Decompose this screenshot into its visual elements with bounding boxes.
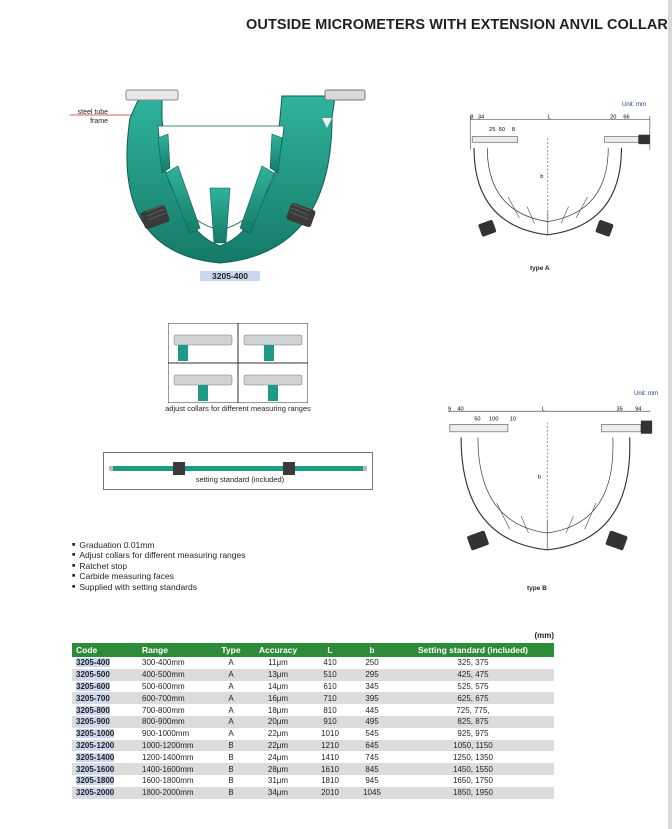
cell-accuracy: 16μm bbox=[248, 692, 308, 704]
adjust-collars-photos bbox=[168, 323, 308, 403]
code-text: 3205-700 bbox=[76, 693, 110, 703]
typeA-dim-b: b bbox=[540, 174, 544, 181]
setting-standard-caption: setting standard (included) bbox=[195, 475, 285, 484]
cell-setting-standard: 725, 775, bbox=[456, 705, 490, 715]
cell-range: 800-900mm bbox=[138, 716, 214, 728]
code-text: 3205-1400 bbox=[76, 752, 115, 762]
typeB-dim-d3: 50 bbox=[474, 416, 481, 423]
cell-type: A bbox=[214, 669, 248, 681]
header-l: L bbox=[308, 643, 352, 657]
cell-type: A bbox=[228, 729, 234, 739]
cell-b: 445 bbox=[365, 705, 379, 715]
cell-accuracy: 18μm bbox=[267, 705, 289, 715]
features-list bbox=[72, 540, 245, 592]
cell-b: 495 bbox=[352, 716, 392, 728]
cell-b: 1045 bbox=[352, 787, 392, 799]
cell-accuracy: 22μm bbox=[248, 740, 308, 752]
micrometer-illustration bbox=[70, 78, 370, 268]
cell-accuracy: 11μm bbox=[268, 658, 288, 668]
header-code: Code bbox=[72, 643, 138, 657]
cell-range: 500-600mm bbox=[142, 681, 185, 691]
cell-l: 710 bbox=[308, 692, 352, 704]
table-row bbox=[72, 716, 554, 728]
cell-type: A bbox=[228, 705, 234, 715]
cell-l: 810 bbox=[323, 705, 337, 715]
typeA-dim-d6: 20 bbox=[610, 114, 617, 121]
typeA-caption: type A bbox=[530, 265, 550, 272]
cell-l: 510 bbox=[308, 669, 352, 681]
typeB-dim-d7: 94 bbox=[635, 406, 642, 413]
typeA-dim-L: L bbox=[547, 114, 551, 121]
cell-accuracy: 14μm bbox=[267, 681, 289, 691]
adjust-collars-caption: adjust collars for different measuring ranges bbox=[165, 404, 311, 413]
code-text: 3205-900 bbox=[76, 717, 110, 727]
cell-accuracy: 34μm bbox=[248, 787, 308, 799]
typeA-unit: Unit: mm bbox=[622, 102, 646, 108]
header-type: Type bbox=[214, 643, 248, 657]
typeA-dim-d5: 8 bbox=[511, 126, 516, 133]
cell-accuracy: 28μm bbox=[248, 763, 308, 775]
code-text: 3205-500 bbox=[76, 670, 110, 680]
cell-b: 945 bbox=[365, 776, 379, 786]
cell-setting-standard: 325, 375 bbox=[457, 658, 489, 668]
typeB-caption: type B bbox=[527, 585, 547, 592]
table-row bbox=[72, 775, 554, 787]
table-row bbox=[72, 692, 554, 704]
cell-code bbox=[72, 681, 138, 693]
cell-setting-standard: 525, 575 bbox=[457, 681, 489, 691]
code-text: 3205-400 bbox=[76, 658, 110, 668]
cell-accuracy: 13μm bbox=[248, 669, 308, 681]
typeA-dim-d2: 34 bbox=[477, 114, 485, 121]
cell-l: 1610 bbox=[308, 763, 352, 775]
cell-range: 1800-2000mm bbox=[138, 787, 214, 799]
typeA-dim-d1: 8 bbox=[470, 114, 474, 121]
cell-b: 395 bbox=[352, 692, 392, 704]
cell-code bbox=[72, 716, 138, 728]
cell-b: 250 bbox=[365, 658, 379, 668]
cell-b: 845 bbox=[352, 763, 392, 775]
setting-standard-illustration bbox=[103, 452, 373, 490]
feature-item: ■ Carbide measuring faces bbox=[72, 571, 245, 581]
cell-type: B bbox=[228, 776, 234, 786]
cell-accuracy: 31μm bbox=[267, 776, 289, 786]
code-text: 3205-2000 bbox=[76, 788, 115, 798]
steel-tube-label-line2: frame bbox=[90, 118, 108, 125]
cell-code bbox=[72, 692, 138, 704]
typeA-dim-d3: 25 bbox=[489, 126, 496, 133]
cell-range: 600-700mm bbox=[138, 692, 214, 704]
typeB-dim-d6: 35 bbox=[616, 406, 623, 413]
typeA-drawing bbox=[455, 112, 667, 284]
table-row bbox=[72, 681, 554, 693]
header-setting-standard: Setting standard (included) bbox=[392, 643, 554, 657]
cell-b: 745 bbox=[365, 752, 379, 762]
cell-b: 645 bbox=[352, 740, 392, 752]
cell-accuracy: 20μm bbox=[248, 716, 308, 728]
cell-l: 410 bbox=[323, 658, 337, 668]
cell-l: 2010 bbox=[308, 787, 352, 799]
table-row bbox=[72, 787, 554, 799]
cell-range: 300-400mm bbox=[142, 658, 185, 668]
typeA-dim-d4: 50 bbox=[498, 126, 505, 133]
typeA-dim-d7: 66 bbox=[623, 114, 630, 121]
cell-code bbox=[72, 704, 138, 716]
typeB-dim-d1: 9 bbox=[447, 406, 452, 413]
spec-table bbox=[72, 643, 554, 799]
cell-code bbox=[72, 787, 138, 799]
cell-setting-standard: 925, 975 bbox=[457, 729, 489, 739]
cell-type: A bbox=[228, 681, 234, 691]
cell-setting-standard: 1250, 1350 bbox=[452, 752, 494, 762]
table-unit-label: (mm) bbox=[534, 631, 554, 640]
cell-setting-standard: 1050, 1150 bbox=[392, 740, 554, 752]
table-row bbox=[72, 704, 554, 716]
table-row bbox=[72, 751, 554, 763]
page-edge-bar bbox=[668, 0, 672, 829]
cell-type: A bbox=[214, 692, 248, 704]
cell-code bbox=[72, 763, 138, 775]
cell-range: 1600-1800mm bbox=[142, 776, 194, 786]
typeB-drawing bbox=[435, 400, 667, 592]
cell-type: B bbox=[214, 763, 248, 775]
feature-item: ■ Adjust collars for different measuring ranges bbox=[72, 550, 245, 560]
cell-code bbox=[72, 751, 138, 763]
cell-range: 700-800mm bbox=[142, 705, 185, 715]
cell-range: 1400-1600mm bbox=[138, 763, 214, 775]
code-text: 3205-800 bbox=[76, 705, 110, 715]
cell-type: B bbox=[228, 752, 234, 762]
cell-l: 1810 bbox=[321, 776, 339, 786]
typeB-unit: Unit: mm bbox=[634, 391, 658, 397]
code-text: 3205-600 bbox=[76, 681, 110, 691]
typeB-dim-d5: 10 bbox=[509, 416, 517, 423]
cell-setting-standard: 1850, 1950 bbox=[392, 787, 554, 799]
cell-l: 1210 bbox=[308, 740, 352, 752]
table-body bbox=[72, 657, 554, 799]
typeB-dim-L: L bbox=[541, 406, 545, 413]
header-range: Range bbox=[138, 643, 214, 657]
code-text: 3205-1000 bbox=[76, 729, 115, 739]
cell-b: 345 bbox=[365, 681, 379, 691]
cell-type: A bbox=[214, 716, 248, 728]
cell-l: 910 bbox=[308, 716, 352, 728]
cell-l: 1010 bbox=[321, 729, 339, 739]
cell-type: B bbox=[214, 787, 248, 799]
code-text: 3205-1200 bbox=[76, 740, 115, 750]
model-caption: 3205-400 bbox=[200, 271, 260, 281]
cell-type: B bbox=[214, 740, 248, 752]
page-title: OUTSIDE MICROMETERS WITH EXTENSION ANVIL COLLAR bbox=[246, 17, 668, 33]
table-row bbox=[72, 763, 554, 775]
table-row bbox=[72, 657, 554, 669]
cell-code bbox=[72, 740, 138, 752]
cell-l: 1410 bbox=[321, 752, 339, 762]
cell-accuracy: 22μm bbox=[267, 729, 289, 739]
feature-item: ■ Graduation 0.01mm bbox=[72, 540, 245, 550]
table-header-row bbox=[72, 643, 554, 657]
code-text: 3205-1800 bbox=[76, 776, 115, 786]
cell-code bbox=[72, 657, 138, 669]
cell-setting-standard: 1450, 1550 bbox=[392, 763, 554, 775]
feature-item: ■ Supplied with setting standards bbox=[72, 582, 245, 592]
cell-code bbox=[72, 728, 138, 740]
cell-b: 295 bbox=[352, 669, 392, 681]
feature-item: ■ Ratchet stop bbox=[72, 561, 245, 571]
cell-setting-standard: 1650, 1750 bbox=[452, 776, 494, 786]
cell-setting-standard: 825, 875 bbox=[392, 716, 554, 728]
table-row bbox=[72, 728, 554, 740]
typeB-dim-d2: 40 bbox=[457, 406, 464, 413]
cell-range: 1000-1200mm bbox=[138, 740, 214, 752]
cell-range: 900-1000mm bbox=[142, 729, 190, 739]
table-row bbox=[72, 669, 554, 681]
cell-type: A bbox=[228, 658, 234, 668]
typeB-dim-b: b bbox=[537, 474, 542, 481]
table-row bbox=[72, 740, 554, 752]
steel-tube-label-line1: steel tube bbox=[77, 109, 108, 116]
code-text: 3205-1600 bbox=[76, 764, 115, 774]
header-accuracy: Accuracy bbox=[248, 643, 308, 657]
header-b: b bbox=[352, 643, 392, 657]
cell-range: 400-500mm bbox=[138, 669, 214, 681]
cell-b: 545 bbox=[365, 729, 379, 739]
cell-code bbox=[72, 669, 138, 681]
cell-l: 610 bbox=[323, 681, 337, 691]
cell-setting-standard: 425, 475 bbox=[392, 669, 554, 681]
cell-accuracy: 24μm bbox=[267, 752, 289, 762]
cell-code bbox=[72, 775, 138, 787]
cell-range: 1200-1400mm bbox=[142, 752, 194, 762]
cell-setting-standard: 625, 675 bbox=[392, 692, 554, 704]
typeB-dim-d4: 100 bbox=[489, 416, 499, 423]
